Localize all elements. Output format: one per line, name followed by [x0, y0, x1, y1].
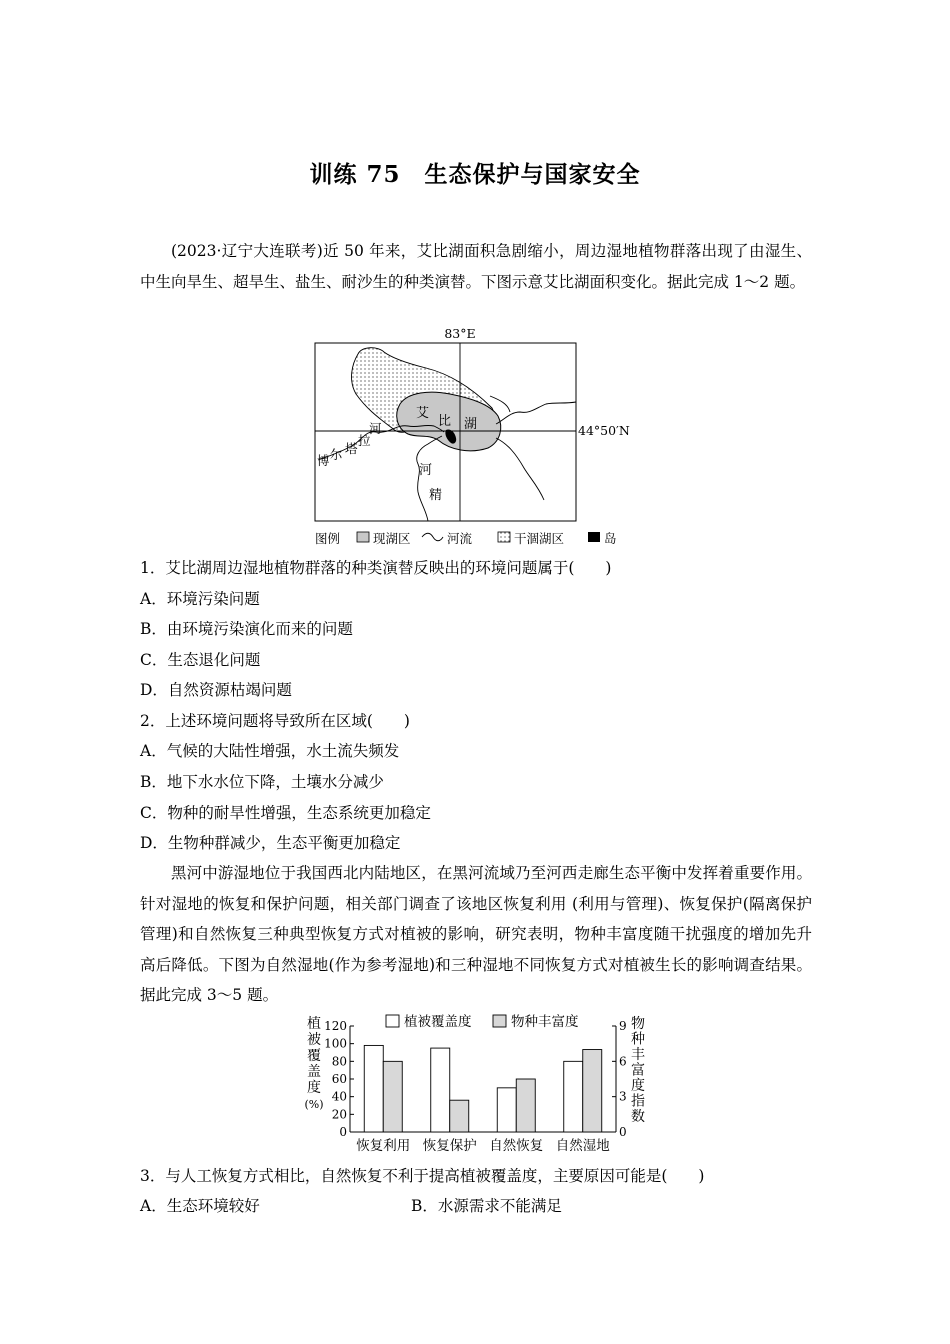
river-jing-label-jing: 精: [429, 488, 443, 503]
latitude-label: 44°50′N: [578, 423, 630, 438]
river-label-er: 尔: [330, 447, 343, 462]
q2-stem: 2．上述环境问题将导致所在区域( ): [140, 712, 410, 730]
river-label-he: 河: [369, 421, 382, 436]
richness-bar: [583, 1050, 602, 1132]
river-label-ta: 塔: [345, 441, 358, 456]
legend-richness: 物种丰富度: [511, 1014, 579, 1030]
right-tick-label: 3: [619, 1089, 627, 1104]
right-tick-label: 9: [619, 1019, 627, 1033]
river-label-la: 拉: [358, 433, 371, 448]
intro-paragraph-1: (2023·辽宁大连联考)近 50 年来，艾比湖面积急剧缩小，周边湿地植物群落出现了由湿生、中生向旱生、超旱生、盐生、耐沙生的种类演替。下图示意艾比湖面积变化。据此完成 1～2 题。: [140, 242, 812, 291]
right-axis-title-char: 种: [631, 1031, 645, 1048]
left-tick-label: 60: [331, 1072, 347, 1086]
left-tick-label: 0: [339, 1125, 347, 1139]
category-label: 自然湿地: [555, 1138, 610, 1154]
q3-option-b: B．水源需求不能满足: [411, 1197, 562, 1215]
richness-bar: [516, 1079, 535, 1132]
q1-option-b: B．由环境污染演化而来的问题: [140, 620, 353, 638]
q3-option-a: A．生态环境较好: [140, 1197, 260, 1215]
category-label: 恢复利用: [356, 1138, 411, 1154]
legend-current-lake: 现湖区: [373, 531, 411, 546]
right-axis-title-char: 丰: [631, 1047, 645, 1063]
coverage-bar: [431, 1048, 450, 1132]
legend-swatch-river: [422, 533, 443, 541]
q1-option-c: C．生态退化问题: [140, 651, 261, 669]
coverage-bar: [497, 1088, 516, 1132]
q3-stem: 3．与人工恢复方式相比，自然恢复不利于提高植被覆盖度，主要原因可能是( ): [140, 1167, 705, 1185]
left-axis-title-char: 覆: [307, 1048, 321, 1064]
left-axis-title-char: (%): [304, 1098, 324, 1111]
right-axis-title-char: 度: [631, 1078, 645, 1094]
q1-option-a: A．环境污染问题: [140, 590, 260, 608]
category-label: 自然恢复: [489, 1138, 544, 1154]
lake-label-bi: 比: [438, 414, 452, 429]
river-jing-label-he: 河: [419, 463, 433, 478]
lake-label-ai: 艾: [416, 406, 430, 421]
legend-swatch-coverage: [386, 1015, 399, 1027]
q1-option-d: D．自然资源枯竭问题: [140, 681, 292, 699]
richness-bar: [450, 1100, 469, 1132]
page-title: 训练 75 生态保护与国家安全: [309, 161, 641, 188]
left-tick-label: 80: [331, 1054, 347, 1069]
coverage-bar: [564, 1061, 583, 1132]
q2-option-a: A．气候的大陆性增强，水土流失频发: [140, 742, 400, 760]
left-tick-label: 120: [324, 1019, 347, 1033]
right-axis-title-char: 指: [631, 1093, 645, 1110]
legend-river: 河流: [447, 531, 473, 546]
left-tick-label: 20: [331, 1107, 347, 1122]
lake-map: [300, 324, 640, 552]
q2-option-d: D．生物种群减少，生态平衡更加稳定: [140, 834, 401, 852]
richness-bar: [383, 1061, 402, 1132]
q2-option-c: C．物种的耐旱性增强，生态系统更加稳定: [140, 804, 431, 822]
legend-swatch-richness: [493, 1015, 506, 1027]
coverage-bar: [364, 1045, 383, 1132]
legend-swatch-island: [588, 532, 600, 542]
right-tick-label: 6: [619, 1054, 627, 1069]
left-axis-title-char: 植: [307, 1016, 321, 1032]
right-tick-label: 0: [619, 1125, 627, 1139]
left-tick-label: 40: [331, 1089, 347, 1104]
legend-title: 图例: [315, 531, 341, 546]
left-axis-title-char: 盖: [307, 1064, 321, 1080]
map-longitude-label: 83°E: [444, 326, 476, 341]
right-axis-title-char: 物: [631, 1016, 645, 1032]
legend-island: 岛: [604, 531, 617, 546]
river-label-bo: 博: [317, 453, 330, 468]
right-axis-title-char: 数: [631, 1109, 645, 1125]
legend-dried-lake: 干涸湖区: [514, 531, 565, 546]
q1-stem: 1．艾比湖周边湿地植物群落的种类演替反映出的环境问题属于( ): [140, 559, 612, 577]
right-axis-title-char: 富: [631, 1062, 645, 1079]
wetland-bar-chart: [298, 1012, 654, 1168]
q2-option-b: B．地下水水位下降，土壤水分减少: [140, 773, 384, 791]
left-tick-label: 100: [324, 1036, 347, 1051]
category-label: 恢复保护: [422, 1138, 477, 1154]
intro-paragraph-2: 黑河中游湿地位于我国西北内陆地区，在黑河流域乃至河西走廊生态平衡中发挥着重要作用。针对湿地的恢复和保护问题，相关部门调查了该地区恢复利用 (利用与管理)、恢复保护(隔离保护管理)和自然恢复三种典型恢复方式对植被的影响，研究表明，物种丰富度随干扰强度的增加先升高后降低。下图为自然湿地(作为参考湿地)和三种湿地不同恢复方式对植被生长的影响调查结果。据此完成 3～5 题。: [140, 864, 812, 1004]
legend-coverage: 植被覆盖度: [404, 1014, 472, 1030]
lake-label-hu: 湖: [464, 417, 478, 432]
legend-swatch-current-lake: [357, 532, 369, 542]
left-axis-title-char: 度: [307, 1080, 321, 1096]
left-axis-title-char: 被: [307, 1032, 321, 1048]
legend-swatch-dried-lake: [498, 532, 510, 542]
